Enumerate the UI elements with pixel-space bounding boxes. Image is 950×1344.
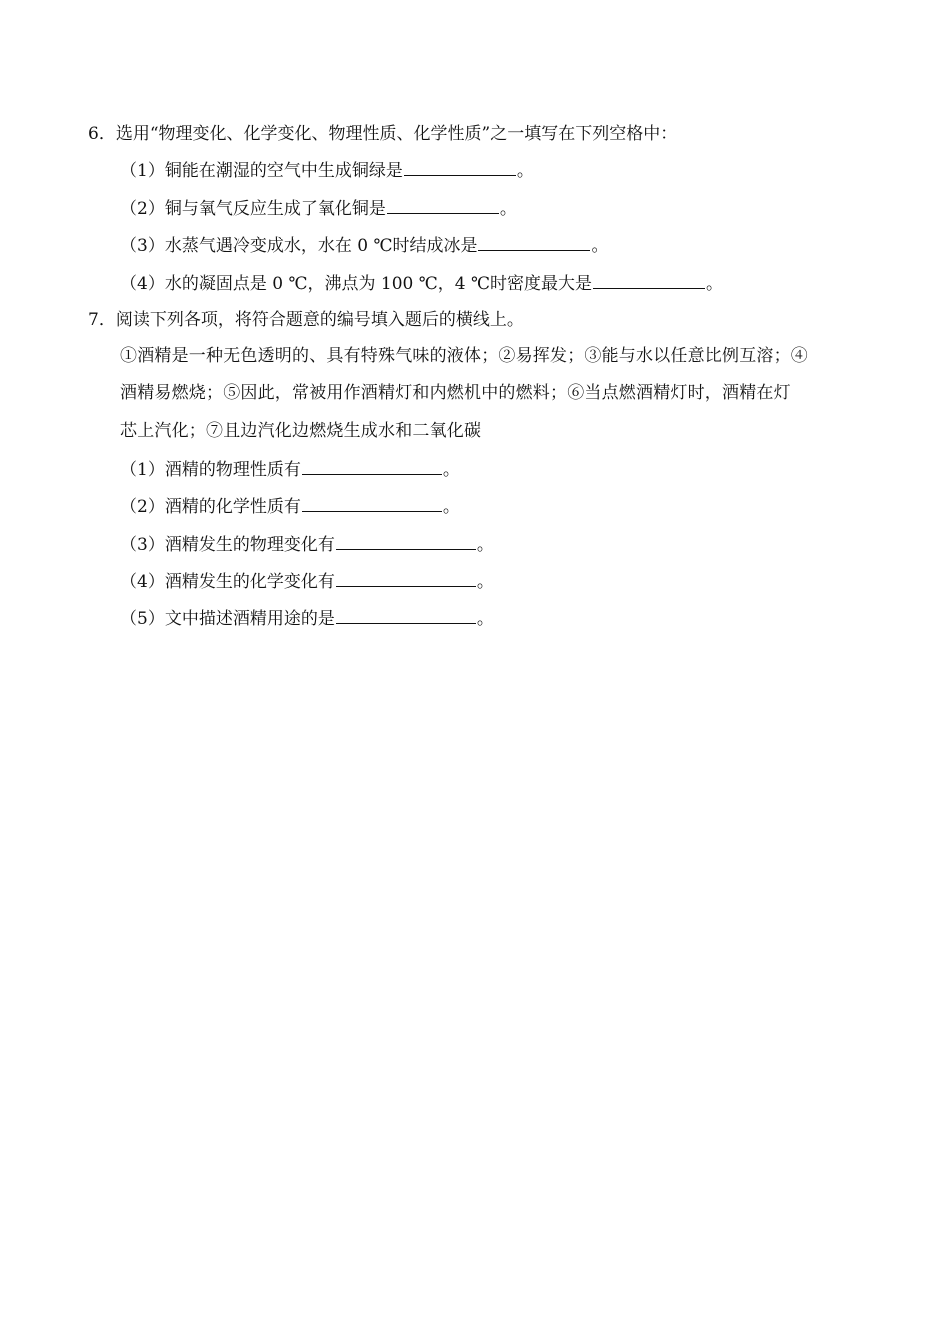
item-text: 水的凝固点是 0 ℃，沸点为 100 ℃，4 ℃时密度最大是: [164, 274, 592, 294]
question-7-stem: [88, 308, 524, 332]
answer-blank[interactable]: [387, 196, 499, 214]
item-text: 水蒸气遇冷变成水，水在 0 ℃时结成冰是: [164, 236, 478, 256]
question-6-item-4: [120, 271, 723, 296]
item-label: （1）: [120, 460, 165, 480]
answer-blank[interactable]: [336, 532, 476, 550]
item-label: （3）: [120, 236, 165, 256]
answer-blank[interactable]: [593, 271, 705, 289]
answer-blank[interactable]: [336, 606, 476, 624]
passage-line: 芯上汽化；⑦且边汽化边燃烧生成水和二氧化碳: [120, 421, 482, 441]
question-7-number: 7．: [88, 310, 116, 330]
item-label: （3）: [120, 535, 165, 555]
question-6-number: 6．: [88, 124, 116, 144]
answer-blank[interactable]: [302, 457, 442, 475]
answer-blank[interactable]: [478, 233, 590, 251]
item-end: 。: [442, 460, 460, 480]
answer-blank[interactable]: [404, 158, 516, 176]
question-7-stem-text: 阅读下列各项，将符合题意的编号填入题后的横线上。: [115, 310, 524, 330]
item-text: 酒精的化学性质有: [164, 497, 301, 517]
question-6-item-3: [120, 233, 608, 258]
question-6-item-2: [120, 196, 517, 221]
item-end: 。: [476, 535, 494, 555]
item-label: （5）: [120, 609, 165, 629]
question-7-item-3: [120, 532, 494, 557]
item-label: （1）: [120, 161, 165, 181]
question-7-item-1: [120, 457, 460, 482]
item-end: 。: [705, 274, 723, 294]
question-7-item-4: [120, 569, 494, 594]
answer-blank[interactable]: [302, 494, 442, 512]
item-end: 。: [499, 199, 517, 219]
item-label: （4）: [120, 274, 165, 294]
item-label: （2）: [120, 497, 165, 517]
item-text: 铜能在潮湿的空气中生成铜绿是: [164, 161, 403, 181]
item-label: （2）: [120, 199, 165, 219]
question-6-stem-text: 选用“物理变化、化学变化、物理性质、化学性质”之一填写在下列空格中：: [115, 124, 678, 144]
item-end: 。: [516, 161, 534, 181]
item-text: 酒精的物理性质有: [164, 460, 301, 480]
item-end: 。: [476, 572, 494, 592]
question-6-item-1: [120, 158, 534, 183]
item-end: 。: [591, 236, 609, 256]
passage-line: 酒精易燃烧；⑤因此，常被用作酒精灯和内燃机中的燃料；⑥当点燃酒精灯时，酒精在灯: [120, 383, 791, 403]
item-label: （4）: [120, 572, 165, 592]
item-text: 文中描述酒精用途的是: [164, 609, 335, 629]
question-7-item-5: [120, 606, 494, 631]
item-end: 。: [476, 609, 494, 629]
question-6-stem: [88, 122, 677, 146]
passage-line: ①酒精是一种无色透明的、具有特殊气味的液体；②易挥发；③能与水以任意比例互溶；④: [120, 346, 808, 366]
item-text: 酒精发生的物理变化有: [164, 535, 335, 555]
answer-blank[interactable]: [336, 569, 476, 587]
question-7-item-2: [120, 494, 460, 519]
item-end: 。: [442, 497, 460, 517]
item-text: 铜与氧气反应生成了氧化铜是: [164, 199, 386, 219]
item-text: 酒精发生的化学变化有: [164, 572, 335, 592]
